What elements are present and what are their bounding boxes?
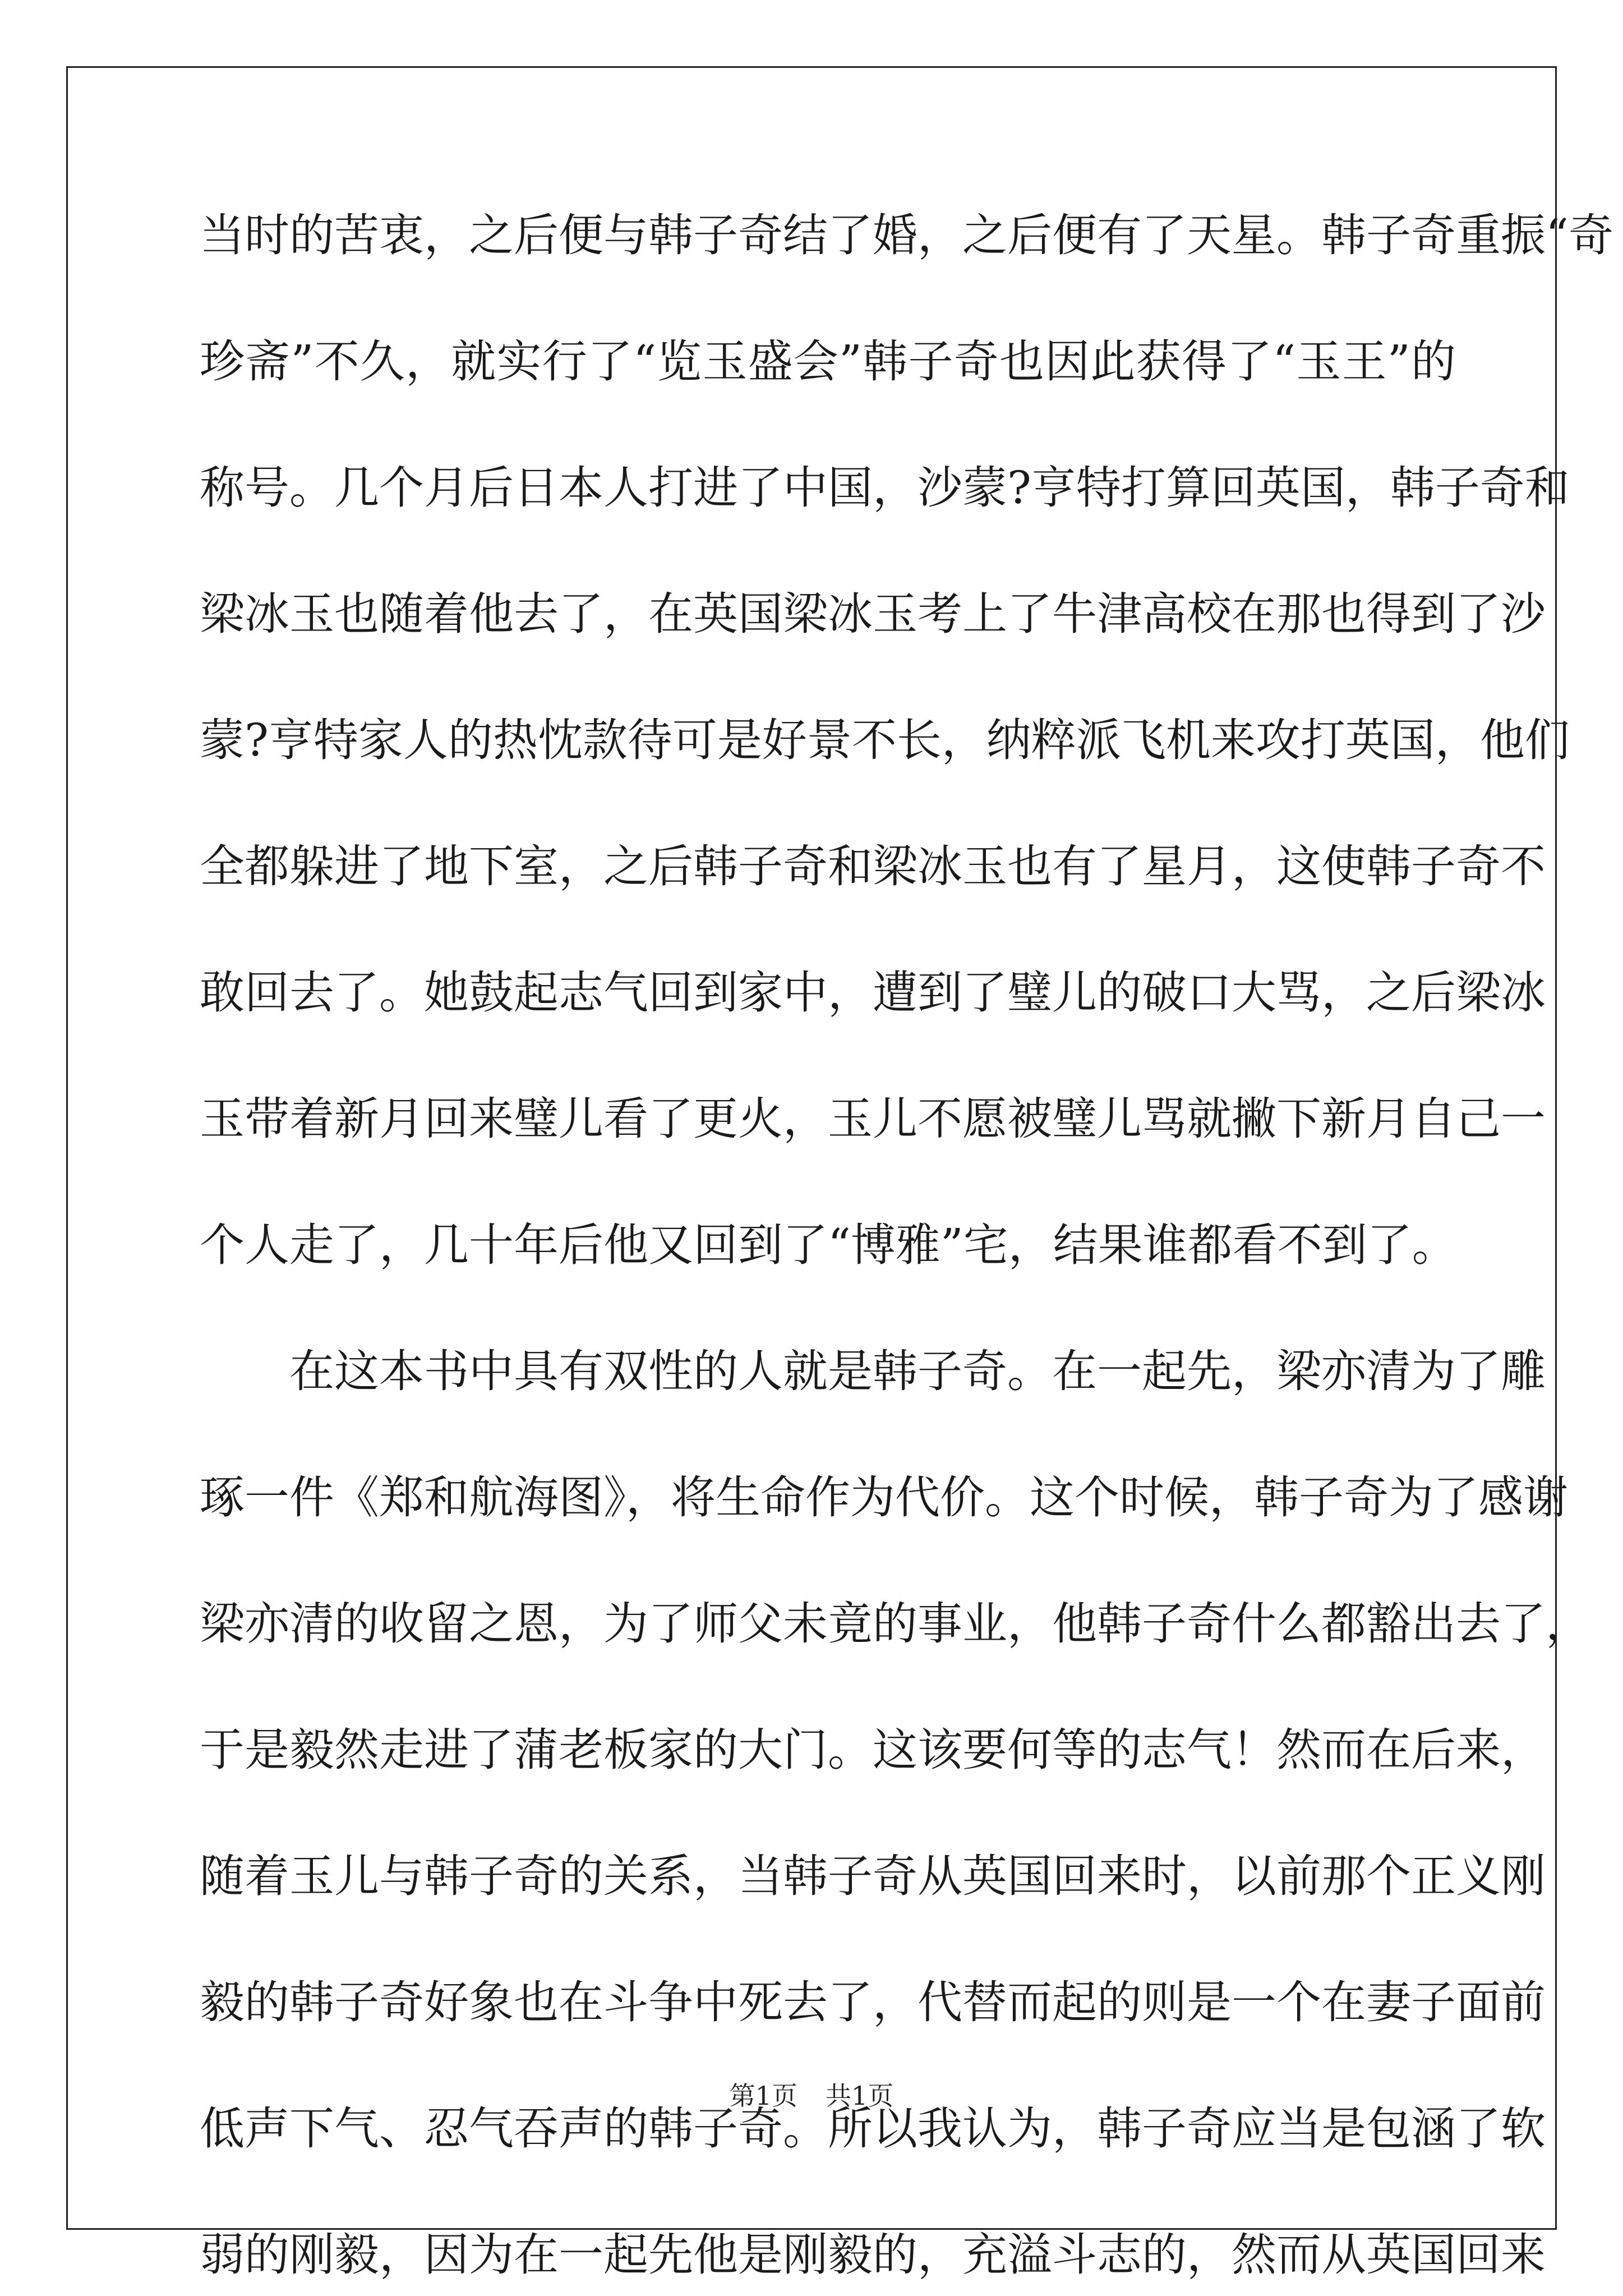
page-footer [0,2076,1623,2113]
text-line: 当时的苦衷，之后便与韩子奇结了婚，之后便有了天星。韩子奇重振“奇 [200,209,1613,261]
total-pages: 共1页 [826,2081,894,2111]
text-line: 于是毅然走进了蒲老板家的大门。这该要何等的志气！然而在后来， [200,1724,1546,1776]
text-line: 蒙?亨特家人的热忱款待可是好景不长，纳粹派飞机来攻打英国，他们 [200,714,1570,766]
page-border [66,66,1613,2230]
text-line: 珍斋”不久，就实行了“览玉盛会”韩子奇也因此获得了“玉王”的 [200,335,1456,388]
text-line: 梁亦清的收留之恩，为了师父未竟的事业，他韩子奇什么都豁出去了， [200,1598,1590,1650]
text-line: 梁冰玉也随着他去了，在英国梁冰玉考上了牛津高校在那也得到了沙 [200,588,1546,640]
text-line: 称号。几个月后日本人打进了中国，沙蒙?亨特打算回英国，韩子奇和 [200,462,1570,514]
text-line: 全都躲进了地下室，之后韩子奇和梁冰玉也有了星月，这使韩子奇不 [200,840,1546,892]
paragraph-first-line: 在这本书中具有双性的人就是韩子奇。在一起先，梁亦清为了雕 [289,1345,1546,1397]
text-line: 弱的刚毅，因为在一起先他是刚毅的，充溢斗志的，然而从英国回来 [200,2229,1546,2281]
text-line: 玉带着新月回来璧儿看了更火，玉儿不愿被璧儿骂就撇下新月自己一 [200,1093,1546,1145]
text-line: 敢回去了。她鼓起志气回到家中，遭到了璧儿的破口大骂，之后梁冰 [200,967,1546,1019]
text-line: 个人走了，几十年后他又回到了“博雅”宅，结果谁都看不到了。 [200,1219,1457,1271]
page-number: 第1页 [729,2081,797,2111]
text-line: 随着玉儿与韩子奇的关系，当韩子奇从英国回来时，以前那个正义刚 [200,1850,1546,1902]
text-line: 低声下气、忍气吞声的韩子奇。所以我认为，韩子奇应当是包涵了软 [200,2102,1546,2155]
text-line: 琢一件《郑和航海图》，将生命作为代价。这个时候，韩子奇为了感谢 [200,1471,1568,1524]
text-line: 毅的韩子奇好象也在斗争中死去了，代替而起的则是一个在妻子面前 [200,1976,1546,2028]
